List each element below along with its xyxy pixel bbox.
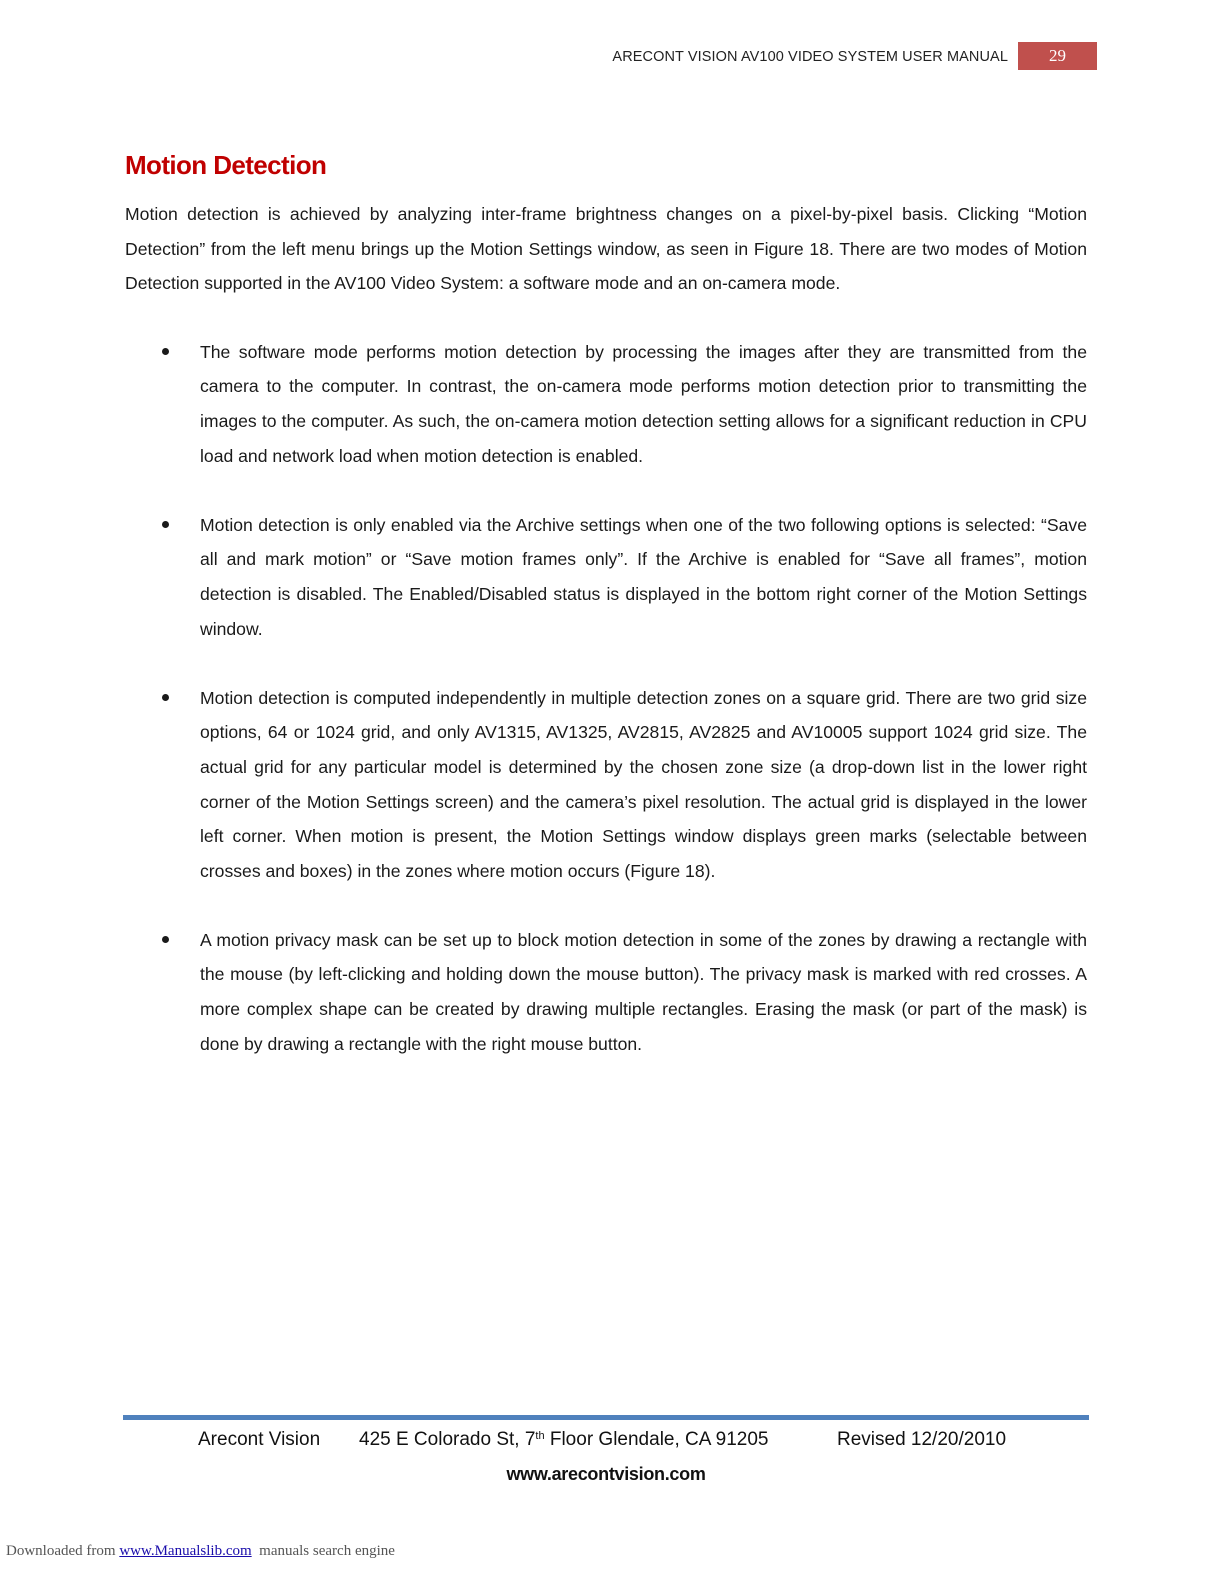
footer-address-ordinal: th — [535, 1430, 545, 1442]
footer-address-street: 425 E Colorado St, 7 — [359, 1429, 536, 1450]
list-item-text: Motion detection is computed independently in multiple detection zones on a square grid. There are two grid size options, 64 or 1024 grid, and only AV1315, AV1325, AV2815, AV2825 and AV10005 support 1024 grid size. The actual grid for any particular model is determined by the chosen zone size (a drop-down list in the lower right corner of the Motion Settings screen) and the camera’s pixel resolution. The actual grid is displayed in the lower left corner. When motion is present, the Motion Settings window displays green marks (selectable between crosses and boxes) in the zones where motion occurs (Figure 18). — [200, 687, 1087, 881]
section-heading: Motion Detection — [125, 150, 327, 180]
list-item-text: The software mode performs motion detection by processing the images after they are transmitted from the camera to the computer. In contrast, the on-camera mode performs motion detection prior to transmitting the images to the computer. As such, the on-camera motion detection setting allows for a significant reduction in CPU load and network load when motion detection is enabled. — [200, 341, 1087, 466]
page-number: 29 — [1018, 42, 1097, 70]
intro-paragraph: Motion detection is achieved by analyzing inter-frame brightness changes on a pixel-by-pixel basis. Clicking “Motion Detection” from the left menu brings up the Motion Settings window, as seen in Figure 18. There are two modes of Motion Detection supported in the AV100 Video System: a software mode and an on-camera mode. — [125, 204, 1087, 294]
bullet-icon — [162, 521, 169, 528]
footer-revised-date: Revised 12/20/2010 — [837, 1429, 1007, 1450]
download-note-prefix: Downloaded from — [6, 1543, 120, 1559]
list-item — [125, 681, 1087, 889]
bullet-icon — [162, 694, 169, 701]
list-item — [125, 508, 1087, 646]
footer-company: Arecont Vision — [198, 1429, 321, 1450]
list-item-text: Motion detection is only enabled via the Archive settings when one of the two following options is selected: “Save all and mark motion” or “Save motion frames only”. If the Archive is enabled for “Save all frames”, motion detection is disabled. The Enabled/Disabled status is displayed in the bottom right corner of the Motion Settings window. — [200, 514, 1087, 639]
bullet-icon — [162, 348, 169, 355]
running-header-title: ARECONT VISION AV100 VIDEO SYSTEM USER MANUAL — [612, 49, 1008, 65]
footer-address-city: Floor Glendale, CA 91205 — [544, 1429, 769, 1450]
manualslib-link[interactable]: www.Manualslib.com — [119, 1543, 252, 1559]
bullet-icon — [162, 936, 169, 943]
download-note-suffix: manuals search engine — [251, 1543, 395, 1559]
list-item-text: A motion privacy mask can be set up to block motion detection in some of the zones by drawing a rectangle with the mouse (by left-clicking and holding down the mouse button). The privacy mask is marked with red crosses. A more complex shape can be created by drawing multiple rectangles. Erasing the mask (or part of the mask) is done by drawing a rectangle with the right mouse button. — [200, 929, 1087, 1054]
bullet-list — [125, 335, 1087, 1061]
list-item — [125, 923, 1087, 1061]
section-body — [125, 197, 1087, 1096]
footer-address — [359, 1429, 769, 1451]
list-item — [125, 335, 1087, 473]
footer-divider — [123, 1415, 1089, 1420]
footer-website: www.arecontvision.com — [506, 1464, 706, 1484]
download-note — [6, 1543, 395, 1560]
